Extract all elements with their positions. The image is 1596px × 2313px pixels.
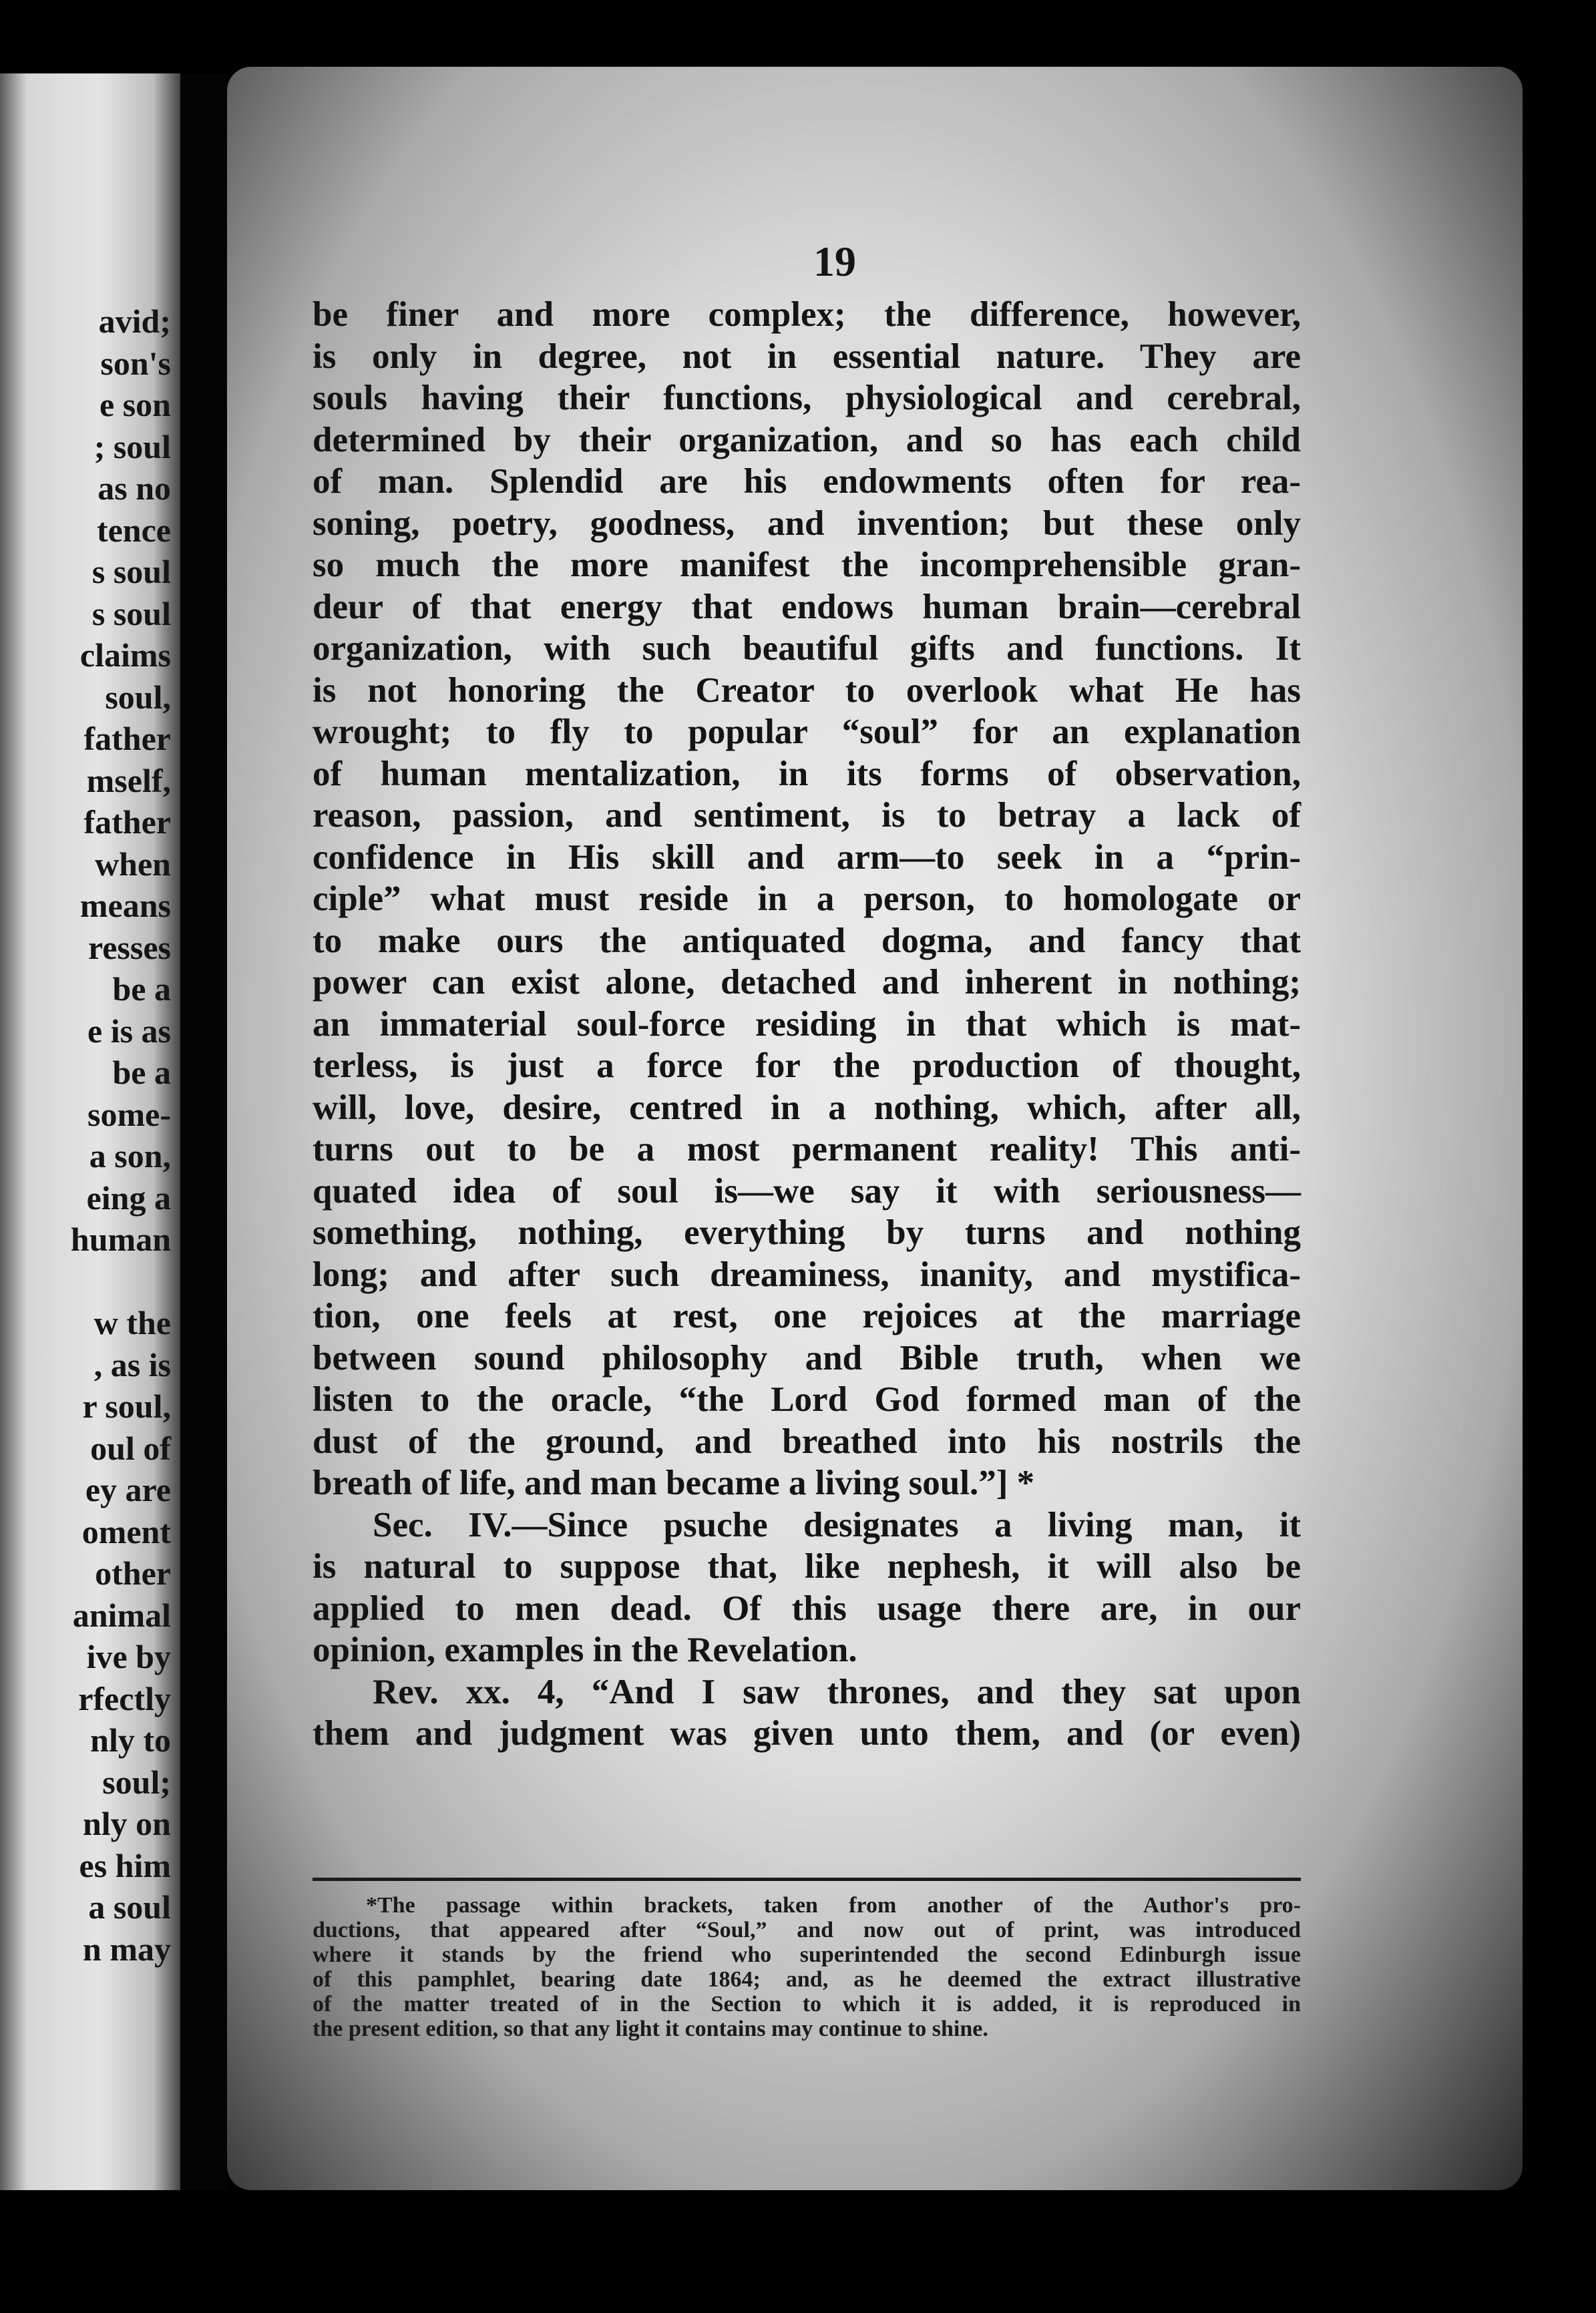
- previous-page-line: animal: [72, 1596, 171, 1634]
- text-line: is natural to suppose that, like nephesh, it will also be: [313, 1547, 1301, 1586]
- previous-page-line: resses: [87, 928, 171, 966]
- text-line: Rev. xx. 4, “And I saw thrones, and they sat upon: [373, 1672, 1301, 1711]
- text-line: ciple” what must reside in a person, to homologate or: [313, 879, 1301, 918]
- text-line: to make ours the antiquated dogma, and fancy that: [313, 921, 1301, 960]
- previous-page-line: soul;: [102, 1763, 171, 1801]
- text-line: so much the more manifest the incomprehensible gran-: [313, 546, 1301, 584]
- text-line: turns out to be a most permanent reality! This anti-: [313, 1130, 1301, 1169]
- text-line: determined by their organization, and so has each child: [313, 420, 1301, 459]
- previous-page-line: w the: [93, 1304, 171, 1341]
- text-line: will, love, desire, centred in a nothing, which, after all,: [313, 1088, 1301, 1127]
- text-line: long; and after such dreaminess, inanity, and mystifica-: [313, 1255, 1301, 1294]
- previous-page-line: father: [83, 803, 171, 841]
- text-line: listen to the oracle, “the Lord God formed man of the: [313, 1380, 1301, 1419]
- footnote-line: *The passage within brackets, taken from another of the Author's pro-: [366, 1893, 1301, 1918]
- previous-page-line: son's: [100, 344, 171, 382]
- previous-page-text: [71, 300, 171, 1970]
- previous-page-line: mself,: [86, 761, 171, 799]
- previous-page-line: claims: [79, 636, 171, 674]
- section-heading-line: Sec. IV.—Since psuche designates a living man, it: [373, 1505, 1301, 1544]
- text-line: an immaterial soul-force residing in that which is mat-: [313, 1004, 1301, 1044]
- previous-page-line: be a: [112, 1054, 171, 1091]
- footnote: [313, 1893, 1301, 2041]
- previous-page-line: soul,: [105, 678, 171, 716]
- footnote-divider: [313, 1878, 1301, 1881]
- previous-page-line: oul of: [90, 1429, 171, 1467]
- text-line: power can exist alone, detached and inherent in nothing;: [313, 963, 1301, 1002]
- previous-page-line: e is as: [87, 1012, 171, 1050]
- previous-page-line: a soul: [88, 1888, 171, 1926]
- previous-page-line: es him: [79, 1846, 171, 1884]
- text-line: them and judgment was given unto them, and (or even): [313, 1714, 1301, 1753]
- previous-page-line: other: [95, 1554, 171, 1592]
- previous-page-line: nly on: [82, 1805, 171, 1842]
- previous-page-line: means: [79, 887, 171, 924]
- text-line: is only in degree, not in essential nature. They are: [313, 337, 1301, 376]
- text-line: between sound philosophy and Bible truth, when we: [313, 1338, 1301, 1378]
- previous-page-line: eing a: [86, 1179, 171, 1217]
- previous-page-line: be a: [112, 970, 171, 1008]
- text-line: of man. Splendid are his endowments often for rea-: [313, 462, 1301, 501]
- previous-page-line: avid;: [98, 302, 171, 340]
- previous-page-line: rfectly: [78, 1679, 171, 1717]
- previous-page-line: as no: [97, 469, 171, 507]
- text-line: wrought; to fly to popular “soul” for an explanation: [313, 712, 1301, 751]
- text-line: organization, with such beautiful gifts and functions. It: [313, 629, 1301, 668]
- text-line: tion, one feels at rest, one rejoices at the marriage: [313, 1297, 1301, 1335]
- footnote-line: of the matter treated of in the Section to which it is added, it is reproduced in: [313, 1992, 1301, 2017]
- previous-page-line: n may: [83, 1930, 171, 1968]
- previous-page-line: s soul: [91, 594, 171, 632]
- previous-page-line: , as is: [93, 1345, 171, 1384]
- previous-page-line: father: [83, 720, 171, 757]
- text-line: confidence in His skill and arm—to seek in a “prin-: [313, 837, 1301, 877]
- previous-page-line: tence: [96, 511, 171, 549]
- footnote-line: where it stands by the friend who superintended the second Edinburgh issue: [313, 1942, 1301, 1967]
- previous-page-line: [71, 1261, 171, 1303]
- text-line: dust of the ground, and breathed into his nostrils the: [313, 1422, 1301, 1461]
- footnote-line: the present edition, so that any light it contains may continue to shine.: [313, 2017, 988, 2041]
- text-line: of human mentalization, in its forms of observation,: [313, 754, 1301, 793]
- previous-page-line: ; soul: [93, 427, 171, 465]
- previous-page-line: s soul: [91, 553, 171, 590]
- previous-page-line: when: [95, 845, 171, 883]
- body-text: [313, 294, 1301, 1755]
- footnote-line: ductions, that appeared after “Soul,” and now out of print, was introduced: [313, 1918, 1301, 1942]
- book-page: [227, 67, 1523, 2190]
- text-line: breath of life, and man became a living soul.”] *: [313, 1464, 1035, 1502]
- previous-page-line: oment: [81, 1512, 171, 1550]
- text-line: applied to men dead. Of this usage there are, in our: [313, 1589, 1301, 1628]
- footnote-line: of this pamphlet, bearing date 1864; and, as he deemed the extract illustrative: [313, 1967, 1301, 1992]
- text-line: soning, poetry, goodness, and invention; but these only: [313, 503, 1301, 543]
- previous-page-line: e son: [99, 386, 171, 423]
- previous-page-edge: [0, 73, 180, 2190]
- text-line: something, nothing, everything by turns and nothing: [313, 1213, 1301, 1252]
- text-line: opinion, examples in the Revelation.: [313, 1631, 857, 1669]
- previous-page-line: nly to: [90, 1721, 171, 1759]
- previous-page-line: ive by: [86, 1638, 171, 1675]
- text-line: quated idea of soul is—we say it with seriousness—: [313, 1171, 1301, 1211]
- text-line: is not honoring the Creator to overlook what He has: [313, 670, 1301, 710]
- text-line: terless, is just a force for the production of thought,: [313, 1046, 1301, 1085]
- text-line: be finer and more complex; the difference, however,: [313, 295, 1301, 334]
- previous-page-line: some-: [87, 1095, 171, 1133]
- text-line: souls having their functions, physiological and cerebral,: [313, 379, 1301, 417]
- previous-page-line: human: [70, 1221, 171, 1258]
- previous-page-line: a son,: [89, 1137, 171, 1175]
- text-line: reason, passion, and sentiment, is to betray a lack of: [313, 796, 1301, 835]
- previous-page-line: ey are: [85, 1471, 171, 1508]
- page-number: 19: [813, 238, 856, 285]
- previous-page-line: r soul,: [82, 1388, 171, 1425]
- text-line: deur of that energy that endows human brain—cerebral: [313, 587, 1301, 626]
- page-gutter: [180, 73, 227, 2190]
